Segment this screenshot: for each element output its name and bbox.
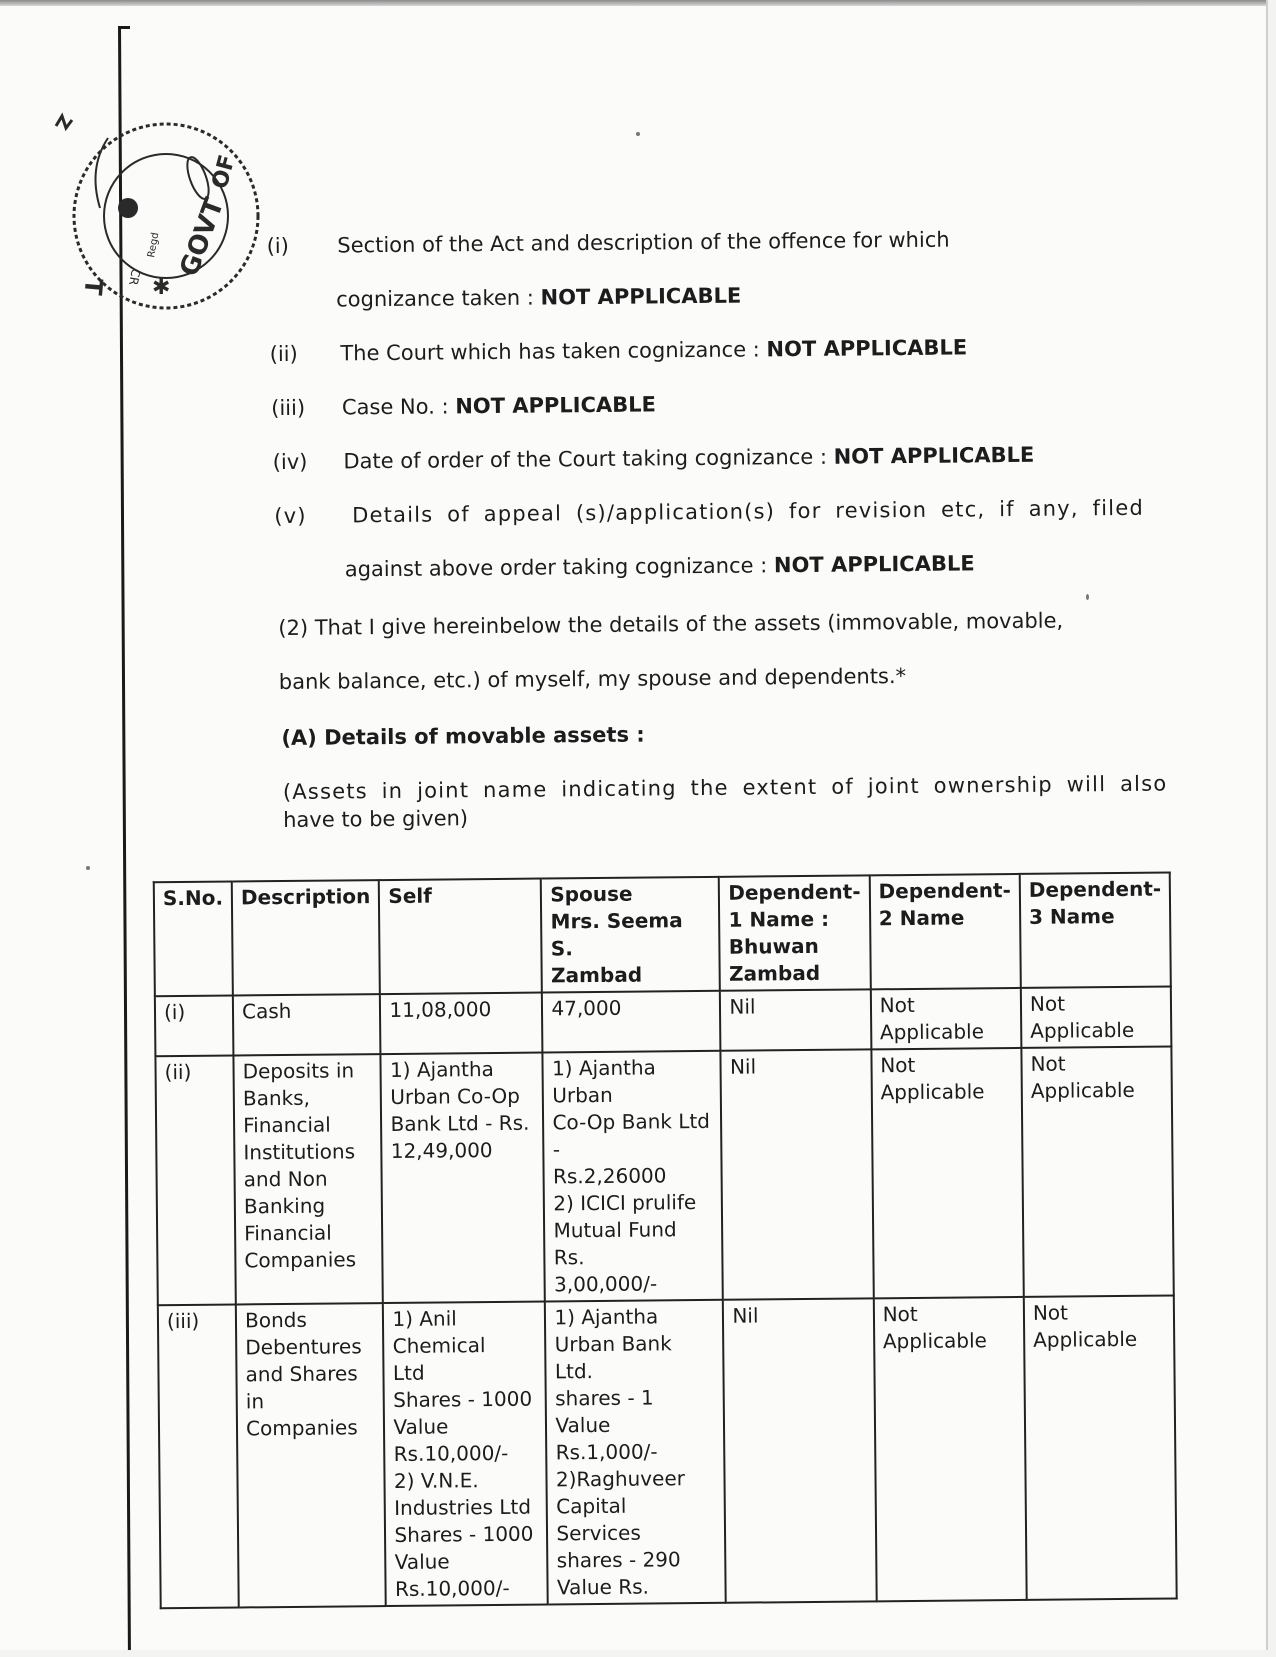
header-dependent1 [719, 875, 870, 990]
cell-description [234, 1054, 384, 1304]
cell-description-line: Companies [245, 1415, 358, 1441]
cell-description-line: Financial [244, 1220, 332, 1246]
cell-description-line: Cash [241, 998, 292, 1024]
cell-spouse-line: Co-Op Bank Ltd - [552, 1108, 711, 1162]
item-number: (iii) [271, 395, 306, 421]
joint-note-line1: (Assets in joint name indicating the extent of joint ownership will also [282, 771, 1168, 805]
item-text: The Court which has taken cognizance : [340, 337, 767, 366]
header-dependent2 [869, 874, 1020, 989]
movable-assets-heading: (A) Details of movable assets : [281, 722, 645, 751]
cell-description-line: and Shares in [245, 1361, 358, 1414]
cell-self [380, 993, 543, 1055]
cell-self-line: 12,49,000 [390, 1138, 493, 1163]
cell-dependent1 [723, 1298, 876, 1602]
header-self: Self [379, 879, 542, 995]
assets-intro-line2: bank balance, etc.) of myself, my spouse and dependents.* [278, 664, 907, 695]
cell-dependent2 [871, 988, 1022, 1049]
cell-dependent2-line: Not [882, 1301, 918, 1327]
cell-self-line: Value [393, 1414, 449, 1439]
item-value: NOT APPLICABLE [833, 442, 1035, 469]
cell-dependent3-line: Not [1032, 1300, 1069, 1325]
cell-self [381, 1053, 545, 1304]
cell-self-line: 1) Anil Chemical [392, 1306, 486, 1358]
cell-self-line: Rs.10,000/- [394, 1575, 510, 1601]
cell-self-line: Industries Ltd [394, 1494, 532, 1520]
cell-description-line: Financial [243, 1112, 331, 1138]
cell-spouse-line: 1) Ajantha [554, 1304, 659, 1330]
cell-spouse [545, 1300, 726, 1605]
cell-spouse-line: Capital Services [556, 1493, 641, 1546]
stamp-text-of: OF [207, 152, 241, 192]
item-value: NOT APPLICABLE [455, 392, 657, 419]
cell-dependent1 [721, 1049, 874, 1299]
cell-dependent3-line: Applicable [1030, 1017, 1135, 1043]
cell-dependent3 [1021, 986, 1172, 1047]
header-spouse-line: Mrs. Seema S. [550, 908, 683, 961]
cell-dependent2-line: Applicable [880, 1079, 985, 1105]
cell-self-line: Shares - 1000 [394, 1521, 534, 1547]
item-i [267, 228, 950, 259]
cell-self-line: Bank Ltd - Rs. [390, 1110, 530, 1136]
cell-description-line: Institutions [243, 1139, 356, 1165]
cell-description-line: Banking [243, 1193, 326, 1219]
cell-spouse-line: shares - 1 [555, 1385, 654, 1411]
cell-spouse-line: shares - 290 [556, 1547, 681, 1573]
cell-spouse-line: Urban Bank Ltd. [554, 1331, 672, 1384]
table-row [155, 986, 1172, 1056]
stamp-star-icon: ✱ [152, 275, 171, 300]
cell-sno: (iii) [158, 1304, 239, 1608]
header-dependent1-line: Zambad [728, 960, 821, 986]
cell-dependent1-line: Nil [729, 1054, 757, 1079]
header-dependent3 [1020, 872, 1171, 987]
stamp-text-regd: Regd [146, 231, 162, 259]
cell-self-line: Rs.10,000/- [393, 1440, 509, 1466]
header-dependent1-line: Bhuwan [728, 933, 819, 959]
item-text: Details of appeal (s)/application(s) for revision etc, if any, filed [352, 495, 1145, 528]
header-dependent3-line: 3 Name [1028, 904, 1115, 929]
cell-dependent2-line: Not [880, 1052, 916, 1078]
stamp-text-cr: CR [126, 267, 143, 287]
cell-self-line: 11,08,000 [389, 997, 492, 1022]
cell-description [236, 1303, 386, 1607]
header-description: Description [232, 880, 380, 995]
header-dependent1-line: 1 Name : [728, 906, 830, 932]
cell-description-line: and Non [243, 1166, 328, 1192]
cell-dependent1-line: Nil [729, 994, 756, 1019]
joint-note-line2: have to be given) [283, 806, 469, 833]
table-row [155, 1046, 1174, 1305]
item-iii [271, 392, 656, 420]
cell-spouse-line: 2)Raghuveer [555, 1466, 686, 1492]
cell-self [383, 1302, 548, 1607]
stamp-text-govt: GOVT [174, 194, 231, 281]
cell-description [233, 994, 381, 1055]
cell-description-line: Companies [244, 1247, 357, 1273]
cell-dependent2-line: Applicable [882, 1328, 988, 1354]
cell-spouse-line: Value Rs. [556, 1574, 650, 1600]
cell-spouse [542, 991, 721, 1053]
header-sno: S.No. [154, 881, 233, 996]
item-value: NOT APPLICABLE [773, 551, 975, 578]
item-i-continuation [336, 284, 741, 312]
cell-dependent3-line: Not [1029, 991, 1066, 1016]
cell-spouse-line: Value [555, 1412, 611, 1438]
cell-dependent1-line: Nil [732, 1303, 759, 1328]
item-text: Date of order of the Court taking cognizance : [343, 444, 834, 474]
item-ii [270, 335, 968, 366]
cell-sno: (ii) [155, 1055, 235, 1305]
cell-spouse-line: Mutual Fund Rs. [553, 1217, 677, 1270]
item-iv [273, 443, 1035, 474]
cell-description-line: Banks, [242, 1085, 311, 1111]
header-spouse-line: Zambad [550, 962, 643, 988]
item-number: (i) [266, 233, 290, 259]
item-text: Case No. : [341, 394, 456, 420]
cell-description-line: Deposits in [242, 1058, 355, 1084]
cell-self-line: 1) Ajantha [389, 1056, 494, 1082]
cell-self-line: Ltd [392, 1360, 425, 1385]
header-spouse [541, 877, 720, 993]
item-value: NOT APPLICABLE [766, 335, 968, 362]
cell-description-line: Bonds [244, 1307, 307, 1333]
cell-self-line: Urban Co-Op [390, 1083, 521, 1109]
cell-spouse-line: Rs.2,26000 [552, 1163, 667, 1189]
cell-dependent2 [873, 1297, 1026, 1601]
scan-speck [1086, 594, 1089, 600]
cell-sno: (i) [155, 995, 234, 1056]
header-spouse-line: Spouse [550, 881, 633, 907]
item-text: cognizance taken : [336, 285, 541, 312]
cell-dependent3-line: Applicable [1030, 1077, 1135, 1103]
cell-dependent3 [1024, 1295, 1177, 1599]
cell-spouse-line: Rs.1,000/- [555, 1439, 658, 1465]
movable-assets-table [153, 871, 1178, 1609]
cell-dependent2-line: Applicable [879, 1019, 985, 1045]
cell-description-line: Debentures [245, 1334, 362, 1360]
scan-speck [86, 866, 90, 870]
header-dependent3-line: Dependent- [1028, 876, 1162, 902]
item-text: Section of the Act and description of the offence for which [337, 227, 950, 258]
cell-spouse-line: 47,000 [551, 995, 622, 1021]
cell-spouse-line: 1) Ajantha Urban [551, 1055, 656, 1108]
item-number: (ii) [269, 341, 298, 367]
cell-dependent2 [871, 1048, 1024, 1298]
cell-dependent3-line: Applicable [1033, 1326, 1138, 1352]
assets-intro-line1: (2) That I give hereinbelow the details of the assets (immovable, movable, [278, 608, 1064, 641]
table-row [158, 1295, 1177, 1608]
stamp-text-t: T [78, 277, 108, 297]
scan-speck [636, 132, 640, 136]
cell-dependent3 [1021, 1046, 1174, 1296]
cell-dependent2-line: Not [879, 992, 915, 1018]
header-dependent2-line: 2 Name [878, 905, 965, 931]
cell-self-line: Value [394, 1549, 450, 1574]
header-dependent2-line: Dependent- [878, 878, 1011, 904]
item-v [274, 496, 1144, 528]
table-header-row [154, 872, 1171, 996]
item-text: against above order taking cognizance : [344, 553, 775, 582]
cell-spouse [543, 1051, 723, 1302]
header-dependent1-line: Dependent- [728, 879, 861, 905]
cell-spouse-line: 3,00,000/- [553, 1271, 658, 1297]
cell-spouse-line: 2) ICICI prulife [553, 1190, 697, 1216]
item-number: (iv) [272, 449, 308, 475]
item-v-continuation [345, 551, 975, 581]
item-number: (v) [274, 503, 307, 529]
item-value: NOT APPLICABLE [540, 283, 742, 310]
cell-self-line: Shares - 1000 [393, 1386, 533, 1412]
cell-dependent3-line: Not [1030, 1051, 1066, 1076]
cell-self-line: 2) V.N.E. [393, 1468, 479, 1493]
cell-dependent1 [720, 989, 871, 1050]
